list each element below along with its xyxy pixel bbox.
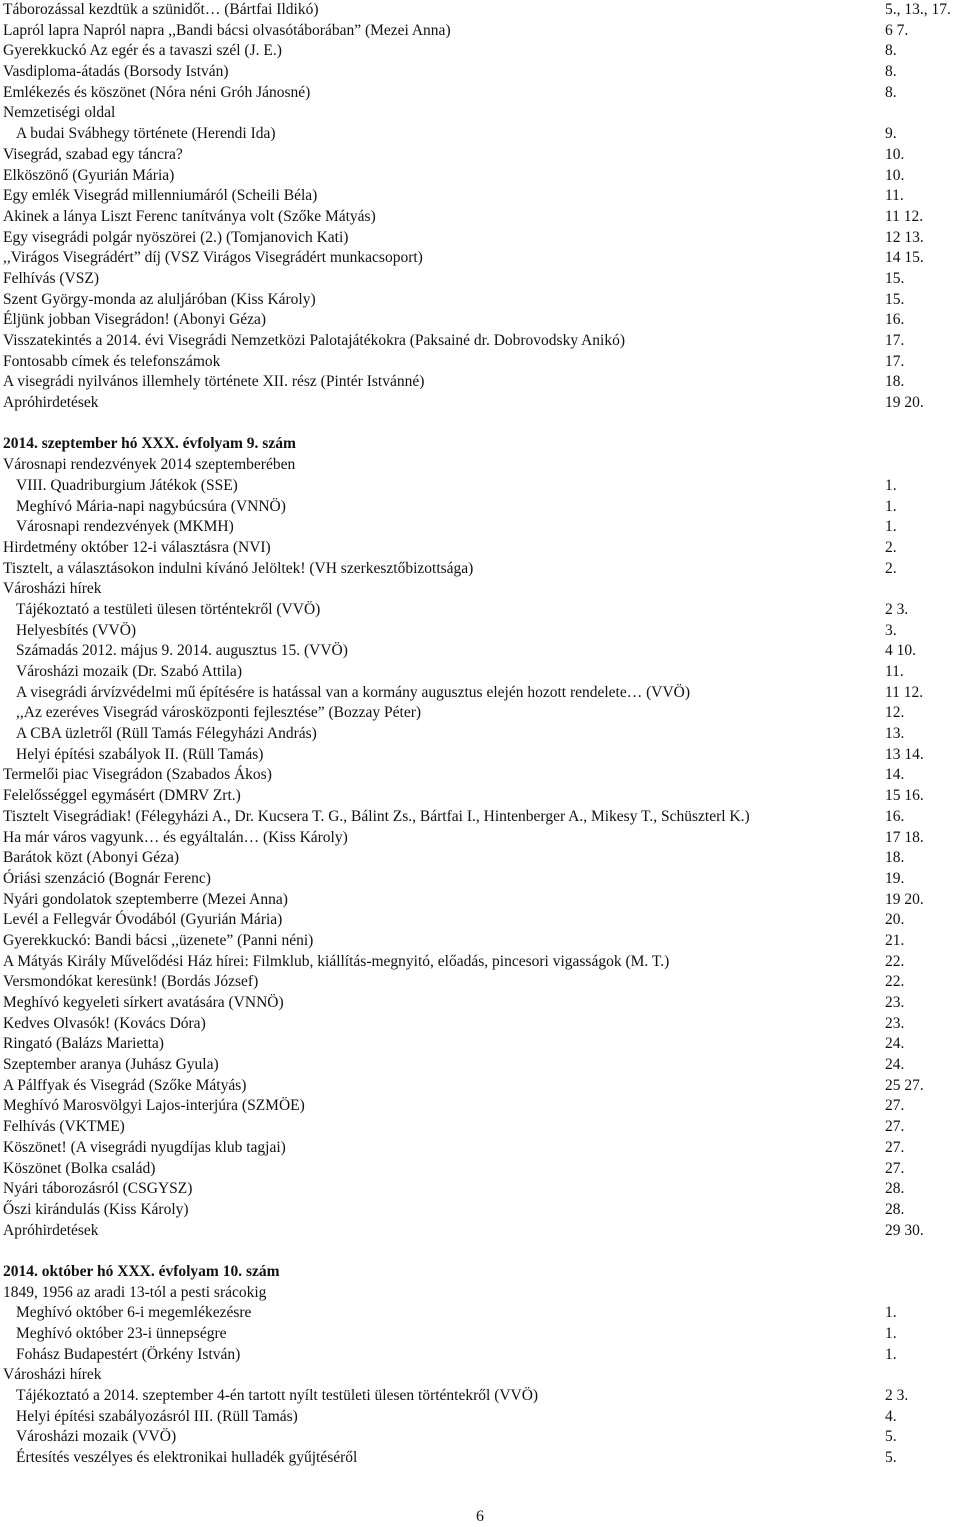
toc-entry (3, 579, 953, 600)
toc-entry (3, 1200, 953, 1221)
entry-title: A visegrádi árvízvédelmi mű építésére is hatással van a kormány augusztus elején hozott rendelete… (VVÖ) (16, 683, 691, 701)
entry-page: 4 10. (885, 642, 916, 660)
entry-page: 17 18. (885, 828, 924, 846)
entry-page: 18. (885, 373, 905, 391)
entry-page: 22. (885, 973, 905, 991)
entry-title: Gyerekkuckó: Bandi bácsi ,,üzenete” (Panni néni) (3, 931, 314, 949)
entry-page: 23. (885, 1014, 905, 1032)
toc-entry (3, 1221, 953, 1242)
entry-title: Városházi hírek (3, 1366, 102, 1384)
toc-entry (3, 269, 953, 290)
toc-entry (3, 600, 953, 621)
toc-entry (3, 1117, 953, 1138)
entry-title: Számadás 2012. május 9. 2014. augusztus 15. (VVÖ) (16, 642, 348, 660)
toc-entry (3, 517, 953, 538)
entry-title: 1849, 1956 az aradi 13-tól a pesti srácokig (3, 1283, 267, 1301)
toc-entry (3, 0, 953, 21)
entry-title: Felhívás (VKTME) (3, 1118, 125, 1136)
entry-title: Levél a Fellegvár Óvodából (Gyurián Mária) (3, 911, 283, 929)
toc-entry (3, 786, 953, 807)
toc-entry (3, 1407, 953, 1428)
entry-title: Nyári táborozásról (CSGYSZ) (3, 1180, 193, 1198)
toc-entry (3, 103, 953, 124)
entry-title: Nyári gondolatok szeptemberre (Mezei Anna) (3, 890, 288, 908)
entry-title: 2014. október hó XXX. évfolyam 10. szám (3, 1262, 280, 1280)
toc-entry (3, 890, 953, 911)
entry-page: 8. (885, 83, 897, 101)
toc-entry (3, 1365, 953, 1386)
entry-page: 2 3. (885, 600, 909, 618)
entry-title: Helyesbítés (VVÖ) (16, 621, 137, 639)
entry-page: 9. (885, 125, 897, 143)
entry-page: 15. (885, 269, 905, 287)
entry-page: 27. (885, 1138, 905, 1156)
entry-title: Tájékoztató a 2014. szeptember 4-én tartott nyílt testületi ülesen történtekről (VVÖ) (16, 1387, 539, 1405)
toc-entry (3, 683, 953, 704)
toc-entry (3, 621, 953, 642)
toc-entry (3, 641, 953, 662)
entry-page: 11. (885, 663, 904, 680)
entry-title: Hirdetmény október 12-i választásra (NVI) (3, 538, 271, 556)
entry-title: Helyi építési szabályozásról III. (Rüll Tamás) (16, 1407, 298, 1425)
toc-entry (3, 228, 953, 249)
entry-title: Kedves Olvasók! (Kovács Dóra) (3, 1014, 206, 1032)
entry-title: Városnapi rendezvények (MKMH) (16, 518, 234, 536)
toc-entry (3, 393, 953, 414)
toc-entry (3, 166, 953, 187)
entry-page: 18. (885, 849, 905, 867)
entry-page: 11 12. (885, 207, 924, 225)
entry-page: 10. (885, 166, 905, 184)
entry-title: Egy emlék Visegrád millenniumáról (Scheili Béla) (3, 187, 318, 205)
entry-page: 5., 13., 17. (885, 1, 951, 18)
entry-page: 13 14. (885, 745, 924, 763)
entry-title: Városházi mozaik (Dr. Szabó Attila) (16, 663, 242, 680)
entry-title: Fohász Budapestért (Örkény István) (16, 1345, 241, 1363)
toc-entry (3, 21, 953, 42)
entry-title: Tisztelt, a választásokon indulni kívánó Jelöltek! (VH szerkesztőbizottsága) (3, 559, 474, 577)
entry-title: Szent György-monda az aluljáróban (Kiss Károly) (3, 290, 316, 308)
entry-title: Gyerekkuckó Az egér és a tavaszi szél (J. E.) (3, 42, 282, 60)
entry-page: 19 20. (885, 890, 924, 908)
entry-page: 16. (885, 807, 905, 825)
entry-title: VIII. Quadriburgium Játékok (SSE) (16, 476, 238, 494)
entry-title: Éljünk jobban Visegrádon! (Abonyi Géza) (3, 311, 267, 329)
toc-entry (3, 807, 953, 828)
entry-title: Termelői piac Visegrádon (Szabados Ákos) (3, 766, 272, 784)
entry-page: 27. (885, 1097, 905, 1115)
entry-page: 20. (885, 911, 905, 929)
toc-entry (3, 476, 953, 497)
entry-page: 12. (885, 704, 905, 722)
toc-entry (3, 1303, 953, 1324)
entry-title: Felelősséggel egymásért (DMRV Zrt.) (3, 787, 241, 805)
toc-entry (3, 248, 953, 269)
toc-entry (3, 993, 953, 1014)
entry-title: A CBA üzletről (Rüll Tamás Félegyházi András) (16, 725, 317, 743)
entry-title: Vasdiploma-átadás (Borsody István) (3, 63, 229, 81)
toc-entry (3, 41, 953, 62)
entry-title: Tisztelt Visegrádiak! (Félegyházi A., Dr. Kucsera T. G., Bálint Zs., Bártfai I., Hintenberger A., Mikesy T., Schüszterl K.) (3, 807, 750, 825)
toc-entry (3, 1014, 953, 1035)
toc-entry (3, 1138, 953, 1159)
entry-page: 1. (885, 1345, 897, 1363)
toc-entry (3, 1034, 953, 1055)
toc-entry (3, 1427, 953, 1448)
entry-title: Felhívás (VSZ) (3, 269, 100, 287)
entry-page: 2 3. (885, 1387, 909, 1405)
entry-page: 5. (885, 1428, 897, 1446)
entry-page: 11 12. (885, 683, 924, 701)
toc-entry (3, 931, 953, 952)
entry-title: Elköszönő (Gyurián Mária) (3, 166, 175, 184)
entry-title: Köszönet (Bolka család) (3, 1159, 156, 1177)
toc-entry (3, 83, 953, 104)
entry-page: 22. (885, 952, 905, 970)
entry-title: Barátok közt (Abonyi Géza) (3, 849, 180, 867)
entry-title: Visegrád, szabad egy táncra? (3, 145, 183, 163)
entry-page: 1. (885, 497, 897, 515)
entry-title: Ringató (Balázs Marietta) (3, 1035, 164, 1053)
entry-page: 1. (885, 1304, 897, 1322)
entry-page: 28. (885, 1200, 905, 1218)
entry-page: 14 15. (885, 249, 924, 267)
toc-entry (3, 848, 953, 869)
entry-page: 4. (885, 1407, 897, 1425)
entry-title: Ha már város vagyunk… és egyáltalán… (Kiss Károly) (3, 828, 348, 846)
entry-title: Egy visegrádi polgár nyöszörei (2.) (Tomjanovich Kati) (3, 228, 349, 246)
entry-title: A Mátyás Király Művelődési Ház hírei: Filmklub, kiállítás-megnyitó, előadás, pincesori vigasságok (M. T.) (3, 952, 670, 970)
toc-entry (3, 745, 953, 766)
toc-entry (3, 310, 953, 331)
entry-title: Városházi mozaik (VVÖ) (16, 1428, 177, 1446)
entry-page: 6 7. (885, 21, 909, 39)
entry-page: 25 27. (885, 1076, 924, 1094)
entry-page: 28. (885, 1180, 905, 1198)
entry-title: Városházi hírek (3, 580, 102, 598)
entry-title: Fontosabb címek és telefonszámok (3, 352, 221, 370)
toc-entry (3, 538, 953, 559)
toc-entry (3, 1096, 953, 1117)
toc-entry (3, 1386, 953, 1407)
entry-page: 5. (885, 1449, 897, 1467)
entry-title: Tájékoztató a testületi ülesen történtekről (VVÖ) (16, 600, 321, 618)
toc-entry (3, 662, 953, 683)
entry-title: Helyi építési szabályok II. (Rüll Tamás) (16, 745, 264, 763)
entry-page: 14. (885, 766, 905, 784)
entry-page: 1. (885, 1325, 897, 1342)
entry-title: Meghívó október 6-i megemlékezésre (16, 1304, 252, 1322)
entry-title: Városnapi rendezvények 2014 szeptemberében (3, 456, 296, 474)
entry-title: 2014. szeptember hó XXX. évfolyam 9. szám (3, 435, 296, 453)
entry-page: 24. (885, 1056, 905, 1074)
entry-title: Táborozással kezdtük a szünidőt… (Bártfai Ildikó) (3, 1, 319, 18)
entry-title: Apróhirdetések (3, 1221, 99, 1239)
entry-page: 17. (885, 352, 905, 370)
entry-title: Óriási szenzáció (Bognár Ferenc) (3, 869, 211, 887)
toc-entry (3, 724, 953, 745)
entry-page: 1. (885, 518, 897, 536)
entry-page: 17. (885, 332, 905, 349)
toc-entry (3, 1324, 953, 1345)
entry-page: 27. (885, 1159, 905, 1177)
entry-page: 13. (885, 725, 905, 743)
toc-entry (3, 331, 953, 352)
entry-title: Lapról lapra Napról napra ,,Bandi bácsi olvasótáborában” (Mezei Anna) (3, 21, 451, 39)
toc-entry (3, 765, 953, 786)
entry-title: Emlékezés és köszönet (Nóra néni Gróh Jánosné) (3, 83, 311, 101)
entry-page: 10. (885, 145, 905, 163)
toc-entry (3, 124, 953, 145)
toc-entry (3, 372, 953, 393)
page-number: 6 (476, 1508, 484, 1525)
entry-title: ,,Az ezeréves Visegrád városközponti fejlesztése” (Bozzay Péter) (16, 704, 422, 722)
entry-page: 11. (885, 187, 904, 205)
toc-entry (3, 1076, 953, 1097)
toc-entry (3, 952, 953, 973)
toc-entry (3, 559, 953, 580)
entry-title: Akinek a lánya Liszt Ferenc tanítványa volt (Szőke Mátyás) (3, 207, 376, 225)
toc-entry (3, 1448, 953, 1469)
toc-entry (3, 186, 953, 207)
toc-entry (3, 1055, 953, 1076)
toc-entry (3, 290, 953, 311)
entry-page: 1. (885, 476, 897, 494)
toc-entry (3, 703, 953, 724)
section-spacer (3, 1241, 953, 1262)
table-of-contents (3, 0, 953, 1469)
toc-entry (3, 497, 953, 518)
entry-page: 15. (885, 290, 905, 308)
toc-entry (3, 62, 953, 83)
entry-title: A budai Svábhegy története (Herendi Ida) (16, 125, 276, 143)
section-spacer (3, 414, 953, 435)
toc-entry (3, 145, 953, 166)
toc-entry (3, 972, 953, 993)
entry-title: Visszatekintés a 2014. évi Visegrádi Nemzetközi Palotajátékokra (Paksainé dr. Dobrovodsky Anikó) (3, 332, 626, 349)
entry-page: 2. (885, 559, 897, 577)
entry-title: Meghívó Marosvölgyi Lajos-interjúra (SZMÖE) (3, 1097, 305, 1115)
entry-page: 29 30. (885, 1221, 924, 1239)
entry-title: Nemzetiségi oldal (3, 104, 116, 122)
entry-title: Szeptember aranya (Juhász Gyula) (3, 1056, 219, 1074)
toc-entry (3, 1159, 953, 1180)
entry-page: 19. (885, 869, 905, 887)
entry-page: 21. (885, 931, 905, 949)
entry-title: Apróhirdetések (3, 394, 99, 412)
toc-entry (3, 910, 953, 931)
toc-entry (3, 455, 953, 476)
entry-page: 8. (885, 63, 897, 81)
entry-title: A visegrádi nyilvános illemhely története XII. rész (Pintér Istvánné) (3, 373, 425, 391)
entry-page: 27. (885, 1118, 905, 1136)
toc-entry (3, 352, 953, 373)
entry-title: Meghívó október 23-i ünnepségre (16, 1325, 227, 1342)
toc-entry (3, 1345, 953, 1366)
entry-title: Köszönet! (A visegrádi nyugdíjas klub tagjai) (3, 1138, 286, 1156)
entry-title: Értesítés veszélyes és elektronikai hulladék gyűjtéséről (16, 1449, 358, 1467)
toc-entry (3, 207, 953, 228)
entry-title: A Pálffyak és Visegrád (Szőke Mátyás) (3, 1076, 247, 1094)
entry-page: 16. (885, 311, 905, 329)
entry-title: Őszi kirándulás (Kiss Károly) (3, 1200, 189, 1218)
toc-entry (3, 828, 953, 849)
entry-page: 8. (885, 42, 897, 60)
issue-heading (3, 434, 953, 455)
entry-page: 12 13. (885, 228, 924, 246)
entry-page: 23. (885, 994, 905, 1011)
entry-page: 19 20. (885, 394, 924, 412)
entry-page: 2. (885, 538, 897, 556)
entry-title: Versmondókat keresünk! (Bordás József) (3, 973, 259, 991)
entry-title: Meghívó Mária-napi nagybúcsúra (VNNÖ) (16, 497, 286, 515)
entry-page: 3. (885, 621, 897, 639)
entry-title: ,,Virágos Visegrádért” díj (VSZ Virágos Visegrádért munkacsoport) (3, 249, 423, 267)
entry-page: 24. (885, 1035, 905, 1053)
entry-title: Meghívó kegyeleti sírkert avatására (VNNÖ) (3, 994, 284, 1011)
entry-page: 15 16. (885, 787, 924, 805)
toc-entry (3, 869, 953, 890)
issue-heading (3, 1262, 953, 1283)
toc-entry (3, 1179, 953, 1200)
toc-entry (3, 1283, 953, 1304)
